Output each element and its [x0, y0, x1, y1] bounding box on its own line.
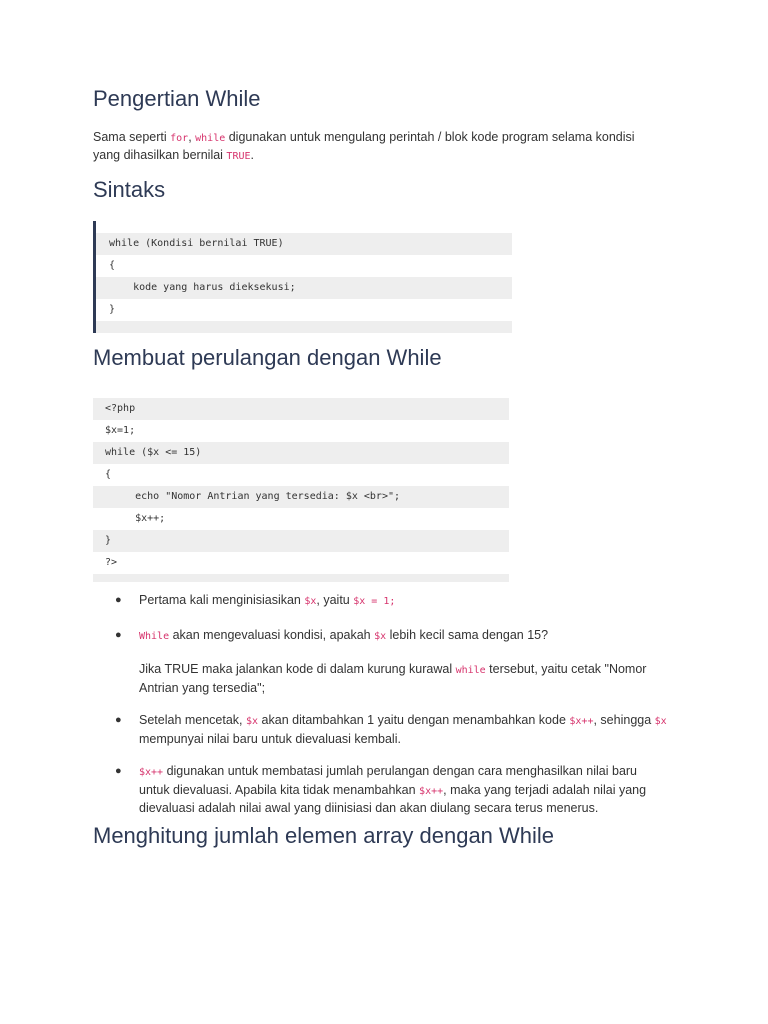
code-inline: $x — [304, 596, 317, 607]
code-true: TRUE — [226, 151, 251, 162]
bullet-icon: ● — [115, 714, 122, 726]
text: tersebut, yaitu cetak "Nomor Antrian yang tersedia"; — [139, 662, 647, 695]
heading-membuat-perulangan: Membuat perulangan dengan While — [93, 345, 442, 370]
text: mempunyai nilai baru untuk dievaluasi kembali. — [139, 731, 401, 746]
text: akan mengevaluasi kondisi, apakah — [169, 627, 375, 642]
paragraph-pengertian — [93, 129, 663, 165]
code-line: <?php — [93, 398, 509, 420]
text: akan ditambahkan 1 yaitu dengan menambahkan kode — [258, 713, 570, 727]
code-spacer — [96, 221, 512, 233]
bullet-icon: ● — [115, 765, 122, 777]
text: , maka yang terjadi adalah nilai yang dievaluasi adalah nilai awal yang diinisiasi dan akan diulang secara terus menerus. — [139, 782, 647, 815]
code-inline: while — [455, 665, 486, 676]
text: Sama seperti — [93, 130, 171, 144]
code-inline: $x++ — [419, 785, 444, 797]
list-item — [93, 763, 668, 817]
bullet-icon: ● — [115, 594, 122, 606]
heading-menghitung-jumlah: Menghitung jumlah elemen array dengan While — [93, 823, 555, 848]
text: Setelah mencetak, — [139, 713, 247, 727]
heading-sintaks: Sintaks — [93, 177, 166, 202]
text: Pertama kali menginisiasikan — [139, 593, 305, 607]
code-line: while (Kondisi bernilai TRUE) — [96, 233, 512, 255]
text: digunakan untuk membatasi jumlah perulangan dengan cara menghasilkan nilai baru untuk dievaluasi. Apabila kita tidak menambahkan — [139, 764, 638, 797]
code-line: } — [109, 304, 116, 315]
code-spacer — [93, 574, 509, 582]
code-spacer — [96, 321, 512, 333]
heading-pengertian-while: Pengertian While — [93, 86, 261, 111]
code-line: } — [93, 530, 509, 552]
text: Jika TRUE maka jalankan kode di dalam kurung kurawal — [139, 662, 456, 676]
code-line: $x=1; — [105, 425, 136, 436]
code-line: while ($x <= 15) — [93, 442, 509, 464]
code-inline: $x — [654, 716, 667, 727]
code-inline: $x++ — [139, 767, 164, 778]
text: lebih kecil sama dengan 15? — [386, 627, 549, 642]
text: , — [188, 130, 196, 144]
text: digunakan untuk mengulang perintah / blok kode program selama kondisi yang dihasilkan bernilai — [93, 130, 635, 162]
code-line: { — [105, 469, 112, 480]
code-inline: $x — [374, 630, 387, 642]
code-for: for — [170, 133, 189, 144]
bullet-icon: ● — [115, 628, 122, 641]
code-line: ?> — [105, 557, 118, 568]
text: , sehingga — [593, 713, 655, 727]
code-while: while — [195, 133, 226, 144]
explanation-list — [93, 592, 668, 817]
code-line: { — [109, 260, 116, 271]
code-line: $x++; — [105, 513, 166, 524]
list-item — [93, 712, 668, 747]
code-inline: $x++ — [569, 716, 594, 727]
code-inline: $x = 1; — [353, 596, 396, 607]
code-block-sintaks — [93, 221, 512, 333]
code-line: kode yang harus dieksekusi; — [96, 277, 512, 299]
list-item — [93, 592, 668, 611]
code-block-php-while — [93, 398, 509, 582]
list-item-subparagraph — [139, 661, 668, 696]
list-item — [93, 627, 668, 697]
text: , yaitu — [316, 593, 354, 607]
code-inline: While — [139, 630, 170, 642]
code-inline: $x — [246, 716, 259, 727]
code-line: echo "Nomor Antrian yang tersedia: $x <br>"; — [93, 486, 509, 508]
text: . — [250, 148, 254, 162]
